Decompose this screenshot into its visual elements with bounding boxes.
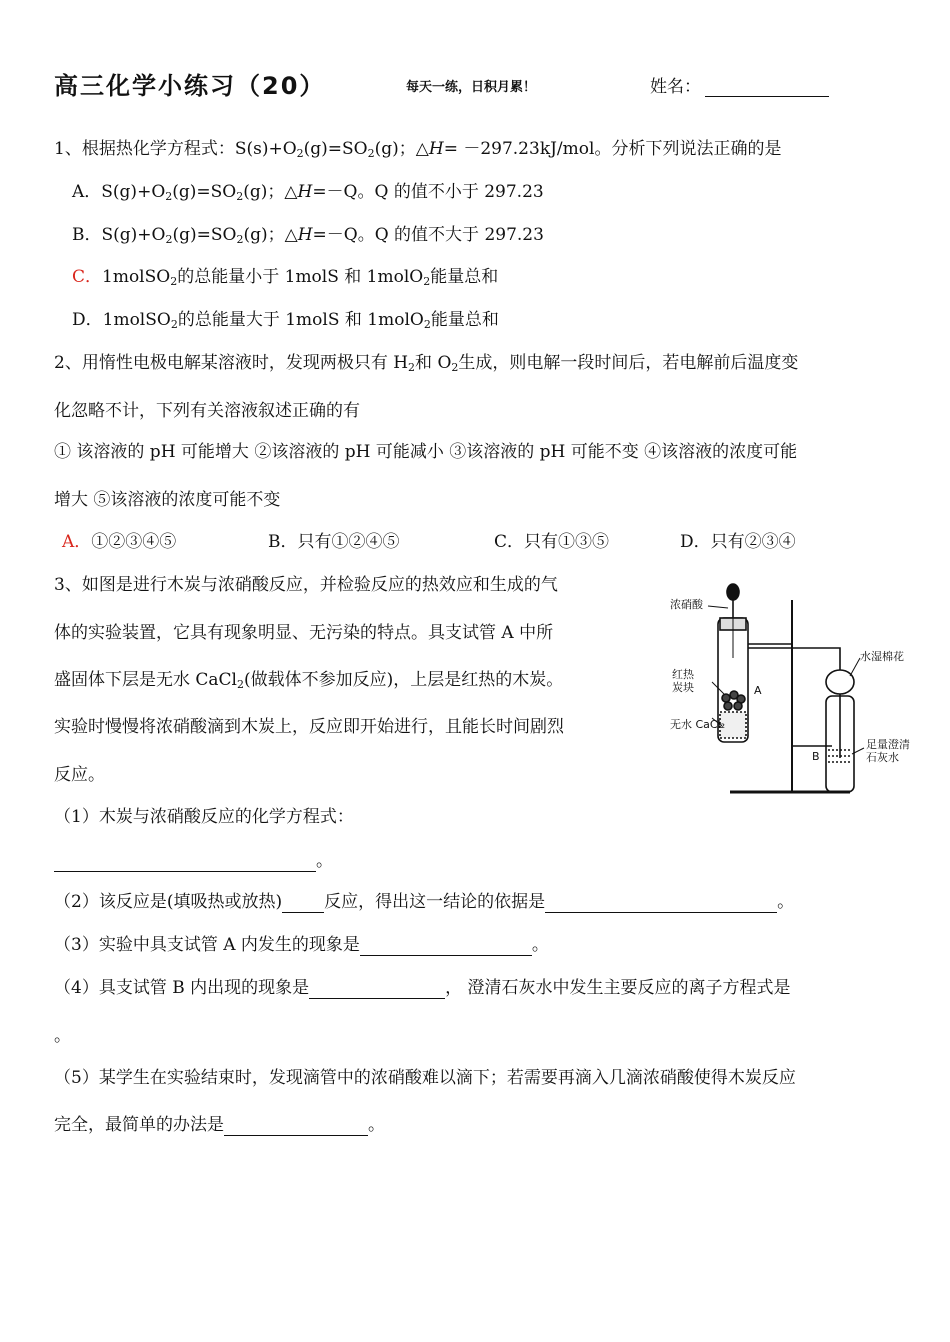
q3-part4-end: 。 bbox=[54, 1026, 71, 1046]
q3-stem-line5: 反应。 bbox=[54, 765, 105, 785]
q3-part5-line1: （5）某学生在实验结束时，发现滴管中的浓硝酸难以滴下；若需要再滴入几滴浓硝酸使得木炭反应 bbox=[54, 1068, 796, 1088]
q3-part1: （1）木炭与浓硝酸反应的化学方程式： bbox=[54, 807, 354, 827]
apparatus-svg bbox=[664, 578, 934, 798]
answer-blank[interactable] bbox=[309, 980, 445, 999]
q2-statements-line1: ① 该溶液的 pH 可能增大 ②该溶液的 pH 可能减小 ③该溶液的 pH 可能不变 ④该溶液的浓度可能 bbox=[54, 442, 798, 462]
q1-option-a: A．$S(g)+O_2(g)=SO_2(g)$；△H=－Q。Q 的值不小于 297.23 bbox=[72, 182, 544, 203]
q2-option-a: A．①②③④⑤ bbox=[62, 532, 177, 552]
name-label: 姓名： bbox=[650, 77, 701, 97]
q3-part2: （2）该反应是(填吸热或放热) 反应，得出这一结论的依据是 。 bbox=[54, 892, 795, 912]
q2-option-d: D．只有②③④ bbox=[680, 532, 796, 552]
q3-part4: （4）具支试管 B 内出现的现象是 ， 澄清石灰水中发生主要反应的离子方程式是 bbox=[54, 978, 791, 998]
label-nitric-acid: 浓硝酸 bbox=[670, 598, 703, 611]
q3-stem-line2: 体的实验装置，它具有现象明显、无污染的特点。具支试管 A 中所 bbox=[54, 623, 554, 643]
q3-stem-line1: 3、如图是进行木炭与浓硝酸反应，并检验反应的热效应和生成的气 bbox=[54, 575, 558, 595]
q2-answer-marker: A． bbox=[62, 532, 92, 552]
label-limewater-1: 足量澄清 bbox=[866, 738, 910, 751]
q3-part5-line2: 完全，最简单的办法是 。 bbox=[54, 1115, 385, 1135]
label-charcoal: 炭块 bbox=[672, 681, 694, 694]
name-blank[interactable] bbox=[705, 78, 829, 97]
q1-stem: 1、根据热化学方程式：$S(s)+O_2(g)=SO_2(g)$；△H= －297.23kJ/mol。分析下列说法正确的是 bbox=[54, 139, 782, 160]
label-red-hot: 红热 bbox=[672, 668, 694, 681]
q1-option-b: B．$S(g)+O_2(g)=SO_2(g)$；△H=－Q。Q 的值不大于 297.23 bbox=[72, 225, 544, 246]
q2-option-b: B．只有①②④⑤ bbox=[268, 532, 400, 552]
answer-blank[interactable] bbox=[54, 853, 316, 872]
answer-blank[interactable] bbox=[282, 894, 324, 913]
q2-stem-line2: 化忽略不计，下列有关溶液叙述正确的有 bbox=[54, 401, 360, 421]
worksheet-title: 高三化学小练习（20） bbox=[54, 72, 326, 100]
label-tube-a: A bbox=[754, 684, 762, 697]
q2-stem-line1: 2、用惰性电极电解某溶液时，发现两极只有 $H_2$和 $O_2$生成，则电解一段时间后，若电解前后温度变 bbox=[54, 353, 799, 374]
worksheet-header bbox=[54, 66, 914, 106]
q2-statements-line2: 增大 ⑤该溶液的浓度可能不变 bbox=[54, 490, 281, 510]
q2-option-c: C．只有①③⑤ bbox=[494, 532, 610, 552]
q3-part1-answer: 。 bbox=[54, 850, 333, 872]
answer-blank[interactable] bbox=[360, 937, 532, 956]
answer-blank[interactable] bbox=[545, 894, 777, 913]
motto: 每天一练，日积月累！ bbox=[406, 80, 537, 95]
q3-stem-line3: 盛固体下层是无水 CaCl$_2$(做载体不参加反应)，上层是红热的木炭。 bbox=[54, 670, 564, 691]
label-wet-cotton: 水湿棉花 bbox=[860, 650, 904, 663]
label-limewater-2: 石灰水 bbox=[866, 751, 899, 764]
q3-stem-line4: 实验时慢慢将浓硝酸滴到木炭上，反应即开始进行，且能长时间剧烈 bbox=[54, 717, 564, 737]
q3-part3: （3）实验中具支试管 A 内发生的现象是 。 bbox=[54, 935, 549, 955]
q1-option-c: C．1molSO$_2$的总能量小于 1molS 和 1molO$_2$能量总和 bbox=[72, 267, 499, 288]
label-tube-b: B bbox=[812, 750, 820, 763]
answer-blank[interactable] bbox=[224, 1117, 368, 1136]
name-field[interactable] bbox=[650, 72, 829, 97]
q1-answer-marker: C． bbox=[72, 267, 103, 287]
label-anhydrous-cacl2: 无水 CaCl₂ bbox=[670, 718, 726, 731]
apparatus-diagram bbox=[664, 578, 934, 798]
q1-option-d: D．1molSO$_2$的总能量大于 1molS 和 1molO$_2$能量总和 bbox=[72, 310, 499, 331]
